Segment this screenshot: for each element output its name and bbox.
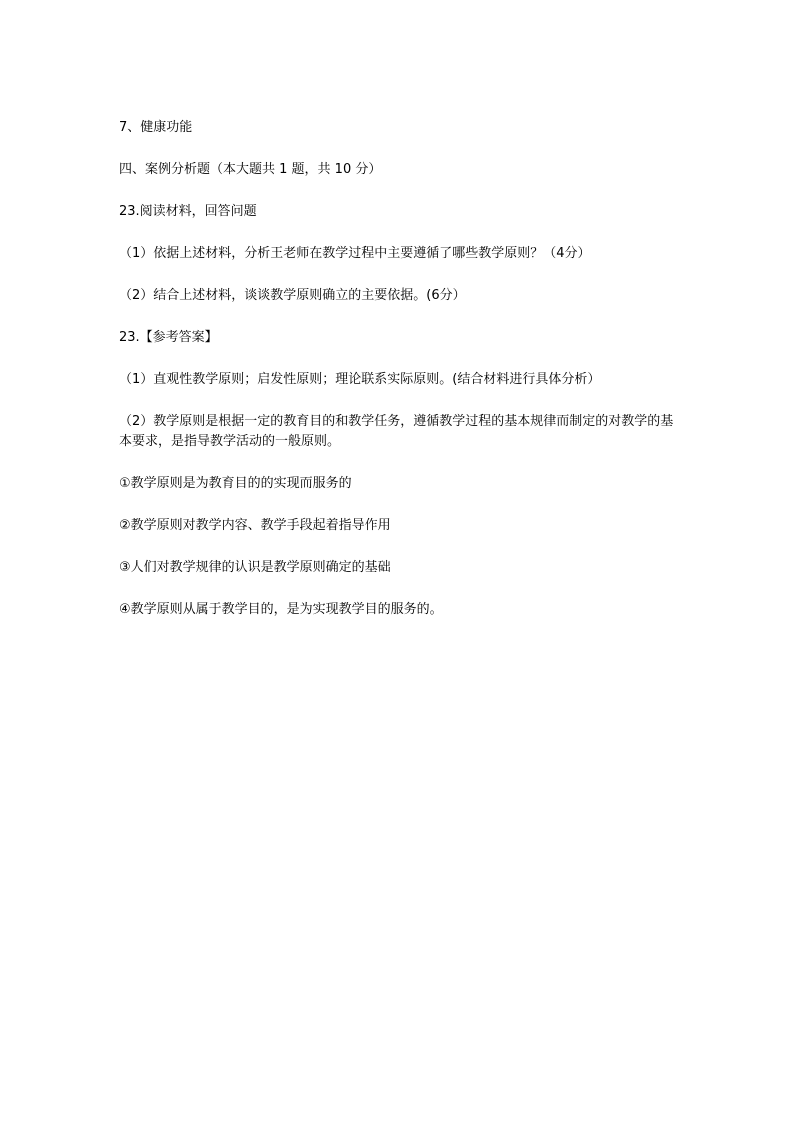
section-heading-case-analysis: 四、案例分析题（本大题共 1 题，共 10 分）: [119, 162, 382, 177]
section-item-health-function: 7、健康功能: [119, 120, 193, 135]
question-23-part-1: （1）依据上述材料，分析王老师在教学过程中主要遵循了哪些教学原则？（4分）: [119, 246, 591, 261]
question-23-part-2: （2）结合上述材料，谈谈教学原则确立的主要依据。(6分）: [119, 288, 466, 303]
answer-23-heading: 23.【参考答案】: [119, 330, 218, 345]
document-body: [119, 118, 679, 642]
question-23-prompt: 23.阅读材料，回答问题: [119, 204, 257, 219]
answer-23-part-1: （1）直观性教学原则；启发性原则；理论联系实际原则。(结合材料进行具体分析）: [119, 372, 601, 387]
answer-point-3: ③人们对教学规律的认识是教学原则确定的基础: [119, 560, 391, 575]
answer-point-4: ④教学原则从属于教学目的，是为实现教学目的服务的。: [119, 602, 443, 617]
answer-point-2: ②教学原则对教学内容、教学手段起着指导作用: [119, 518, 391, 533]
answer-point-1: ①教学原则是为教育目的的实现而服务的: [119, 476, 352, 491]
answer-23-part-2: （2）教学原则是根据一定的教育目的和教学任务，遵循教学过程的基本规律而制定的对教学的基本要求，是指导教学活动的一般原则。: [119, 414, 674, 449]
